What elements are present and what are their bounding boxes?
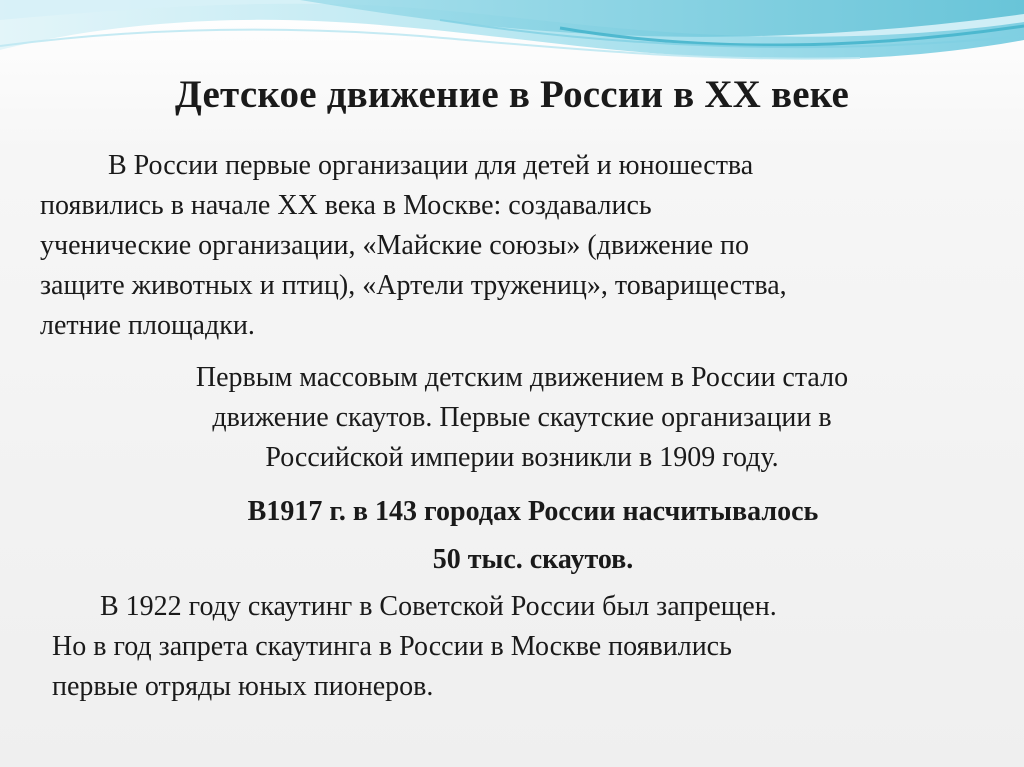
- text-line: Российской империи возникли в 1909 году.: [265, 442, 779, 473]
- paragraph-1: [40, 146, 787, 346]
- text-line: Первым массовым детским движением в России стало: [195, 362, 849, 393]
- text-line: первые отряды юных пионеров.: [52, 671, 434, 702]
- paragraph-3-highlight: [0, 488, 1024, 584]
- slide-title: Детское движение в России в XX веке: [175, 73, 849, 116]
- text-line: ученические организации, «Майские союзы» (движение по: [40, 230, 749, 261]
- text-line: защите животных и птиц), «Артели тружениц», товарищества,: [40, 270, 787, 301]
- text-line: 50 тыс. скаутов.: [432, 544, 634, 575]
- text-line: появились в начале XX века в Москве: создавались: [40, 190, 652, 221]
- paragraph-4: [52, 587, 777, 707]
- text-line: В1917 г. в 143 городах России насчитывалось: [247, 496, 819, 527]
- text-line: движение скаутов. Первые скаутские организации в: [212, 402, 832, 433]
- text-line: В России первые организации для детей и юношества: [108, 150, 754, 181]
- text-line: летние площадки.: [40, 310, 255, 341]
- paragraph-2: [0, 358, 1024, 478]
- text-line: Но в год запрета скаутинга в России в Москве появились: [52, 631, 732, 662]
- text-line: В 1922 году скаутинг в Советской России был запрещен.: [100, 591, 777, 622]
